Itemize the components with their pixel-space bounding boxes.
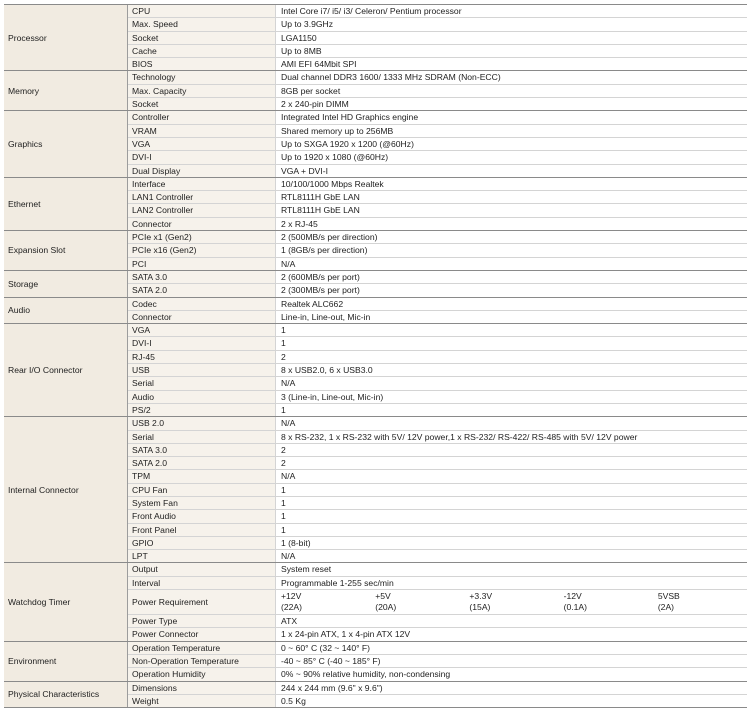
spec-value: N/A <box>281 551 296 562</box>
spec-rows <box>128 682 747 708</box>
spec-rows <box>128 111 747 176</box>
spec-rows <box>128 417 747 562</box>
spec-value: VGA + DVI-I <box>281 165 329 176</box>
spec-label: CPU <box>128 5 276 17</box>
category-label: Processor <box>4 5 128 70</box>
spec-label: USB 2.0 <box>128 417 276 429</box>
spec-label: PCIe x16 (Gen2) <box>128 244 276 256</box>
spec-row <box>128 523 747 536</box>
spec-section <box>4 230 747 270</box>
spec-row <box>128 324 747 336</box>
spec-label: Connector <box>128 218 276 230</box>
spec-label: Serial <box>128 377 276 389</box>
spec-table <box>4 4 747 708</box>
power-rail <box>464 591 558 613</box>
spec-row <box>128 417 747 429</box>
spec-row <box>128 667 747 680</box>
spec-label: LAN1 Controller <box>128 191 276 203</box>
spec-label: DVI-I <box>128 151 276 163</box>
spec-label: Dual Display <box>128 165 276 177</box>
spec-value: 10/100/1000 Mbps Realtek <box>281 178 384 189</box>
spec-section <box>4 681 747 708</box>
spec-value: Shared memory up to 256MB <box>281 125 394 136</box>
spec-value: 8 x RS-232, 1 x RS-232 with 5V/ 12V power,1 x RS-232/ RS-422/ RS-485 with 5V/ 12V power <box>281 431 638 442</box>
spec-value: 1 (8GB/s per direction) <box>281 245 368 256</box>
spec-row <box>128 5 747 17</box>
spec-label: Max. Speed <box>128 18 276 30</box>
spec-section <box>4 416 747 562</box>
category-label: Environment <box>4 642 128 681</box>
spec-row <box>128 44 747 57</box>
spec-value: 2 <box>281 458 286 469</box>
spec-value: -40 ~ 85° C (-40 ~ 185° F) <box>281 655 381 666</box>
spec-row <box>128 71 747 83</box>
spec-row <box>128 271 747 283</box>
spec-label: Power Connector <box>128 628 276 640</box>
power-voltage: 5VSB <box>657 591 680 602</box>
spec-row <box>128 164 747 177</box>
spec-label: GPIO <box>128 537 276 549</box>
spec-value: 2 x 240-pin DIMM <box>281 99 349 110</box>
spec-value: 1 <box>281 404 286 415</box>
spec-value: 1 <box>281 511 286 522</box>
spec-label: LAN2 Controller <box>128 204 276 216</box>
spec-section <box>4 323 747 416</box>
spec-rows <box>128 324 747 416</box>
spec-label: Power Requirement <box>128 590 276 614</box>
spec-value: System reset <box>281 564 332 575</box>
spec-row <box>128 283 747 296</box>
power-voltage: +5V <box>375 591 391 602</box>
category-label: Ethernet <box>4 178 128 230</box>
spec-label: SATA 2.0 <box>128 457 276 469</box>
spec-row <box>128 682 747 694</box>
spec-value: Dual channel DDR3 1600/ 1333 MHz SDRAM (Non-ECC) <box>281 72 501 83</box>
spec-value: 1 (8-bit) <box>281 537 311 548</box>
spec-row <box>128 549 747 562</box>
spec-value: 244 x 244 mm (9.6" x 9.6") <box>281 682 383 693</box>
spec-label: Codec <box>128 298 276 310</box>
spec-value: Line-in, Line-out, Mic-in <box>281 311 371 322</box>
spec-section <box>4 177 747 230</box>
spec-row <box>128 363 747 376</box>
spec-label: Front Audio <box>128 510 276 522</box>
spec-row <box>128 203 747 216</box>
spec-label: SATA 3.0 <box>128 444 276 456</box>
spec-row <box>128 563 747 575</box>
spec-label: PS/2 <box>128 404 276 416</box>
power-voltage: +3.3V <box>469 591 493 602</box>
spec-value: Programmable 1-255 sec/min <box>281 577 394 588</box>
spec-row <box>128 376 747 389</box>
category-label: Rear I/O Connector <box>4 324 128 416</box>
spec-value: RTL8111H GbE LAN <box>281 205 360 216</box>
spec-label: Operation Humidity <box>128 668 276 680</box>
spec-label: DVI-I <box>128 337 276 349</box>
category-label: Audio <box>4 298 128 324</box>
spec-value: Integrated Intel HD Graphics engine <box>281 112 419 123</box>
spec-value: 2 <box>281 444 286 455</box>
spec-label: Audio <box>128 391 276 403</box>
spec-row <box>128 456 747 469</box>
spec-label: Connector <box>128 311 276 323</box>
spec-label: Socket <box>128 98 276 110</box>
spec-label: Serial <box>128 431 276 443</box>
spec-section <box>4 297 747 324</box>
spec-section <box>4 4 747 70</box>
spec-row <box>128 614 747 627</box>
spec-row <box>128 231 747 243</box>
spec-value: LGA1150 <box>281 32 317 43</box>
spec-row <box>128 17 747 30</box>
spec-value: 1 x 24-pin ATX, 1 x 4-pin ATX 12V <box>281 629 411 640</box>
spec-value: Intel Core i7/ i5/ i3/ Celeron/ Pentium processor <box>281 6 462 16</box>
spec-value: 2 (600MB/s per port) <box>281 271 360 282</box>
spec-row <box>128 496 747 509</box>
spec-value: 1 <box>281 524 286 535</box>
spec-label: Operation Temperature <box>128 642 276 654</box>
category-label: Watchdog Timer <box>4 563 128 640</box>
power-voltage: +12V <box>281 591 302 602</box>
spec-value: N/A <box>281 418 296 429</box>
spec-value: AMI EFI 64Mbit SPI <box>281 59 357 70</box>
spec-row <box>128 178 747 190</box>
category-label: Expansion Slot <box>4 231 128 270</box>
spec-value: 2 x RJ-45 <box>281 218 318 229</box>
power-voltage: -12V <box>563 591 582 602</box>
spec-value: 3 (Line-in, Line-out, Mic-in) <box>281 391 384 402</box>
spec-value: 0 ~ 60° C (32 ~ 140° F) <box>281 642 371 653</box>
spec-rows <box>128 5 747 70</box>
spec-label: RJ-45 <box>128 351 276 363</box>
spec-row <box>128 336 747 349</box>
spec-label: Socket <box>128 32 276 44</box>
spec-section <box>4 641 747 681</box>
spec-row <box>128 84 747 97</box>
spec-value: 2 (500MB/s per direction) <box>281 232 378 243</box>
spec-label: TPM <box>128 470 276 482</box>
spec-row <box>128 190 747 203</box>
spec-row <box>128 111 747 123</box>
spec-label: SATA 3.0 <box>128 271 276 283</box>
spec-value: 8 x USB2.0, 6 x USB3.0 <box>281 365 373 376</box>
spec-value: 0.5 Kg <box>281 695 306 706</box>
spec-value: 2 (300MB/s per port) <box>281 285 360 296</box>
spec-label: USB <box>128 364 276 376</box>
spec-row <box>128 137 747 150</box>
spec-label: Cache <box>128 45 276 57</box>
spec-row <box>128 57 747 70</box>
spec-row <box>128 403 747 416</box>
power-requirement-values <box>276 591 747 613</box>
spec-row <box>128 310 747 323</box>
spec-row <box>128 483 747 496</box>
category-label: Physical Characteristics <box>4 682 128 708</box>
spec-row <box>128 536 747 549</box>
spec-section <box>4 270 747 297</box>
spec-row <box>128 350 747 363</box>
spec-row <box>128 124 747 137</box>
spec-value: Up to 1920 x 1080 (@60Hz) <box>281 152 389 163</box>
spec-value: Realtek ALC662 <box>281 298 344 309</box>
spec-row <box>128 257 747 270</box>
spec-value: N/A <box>281 378 296 389</box>
spec-row <box>128 390 747 403</box>
power-rail <box>559 591 653 613</box>
spec-row <box>128 150 747 163</box>
spec-rows <box>128 563 747 640</box>
spec-value: N/A <box>281 258 296 269</box>
power-current: (0.1A) <box>563 602 588 613</box>
spec-label: PCI <box>128 258 276 270</box>
spec-row <box>128 97 747 110</box>
spec-row <box>128 443 747 456</box>
spec-section <box>4 70 747 110</box>
spec-rows <box>128 231 747 270</box>
spec-value: 1 <box>281 325 286 336</box>
spec-rows <box>128 642 747 681</box>
spec-value: Up to 3.9GHz <box>281 19 334 30</box>
spec-value: ATX <box>281 616 298 627</box>
spec-value: 8GB per socket <box>281 85 341 96</box>
spec-row <box>128 298 747 310</box>
spec-label: BIOS <box>128 58 276 70</box>
spec-rows <box>128 298 747 324</box>
spec-label: PCIe x1 (Gen2) <box>128 231 276 243</box>
spec-rows <box>128 71 747 110</box>
spec-row <box>128 627 747 640</box>
spec-section <box>4 110 747 176</box>
spec-row <box>128 654 747 667</box>
spec-label: VGA <box>128 138 276 150</box>
spec-label: Controller <box>128 111 276 123</box>
spec-row <box>128 243 747 256</box>
spec-label: Dimensions <box>128 682 276 694</box>
category-label: Internal Connector <box>4 417 128 562</box>
power-current: (22A) <box>281 602 303 613</box>
spec-label: VRAM <box>128 125 276 137</box>
spec-value: N/A <box>281 471 296 482</box>
spec-label: Weight <box>128 695 276 707</box>
spec-label: SATA 2.0 <box>128 284 276 296</box>
spec-row <box>128 642 747 654</box>
spec-label: Non-Operation Temperature <box>128 655 276 667</box>
spec-label: LPT <box>128 550 276 562</box>
spec-label: System Fan <box>128 497 276 509</box>
spec-label: Output <box>128 563 276 575</box>
spec-value: 1 <box>281 497 286 508</box>
spec-row <box>128 217 747 230</box>
spec-label: CPU Fan <box>128 484 276 496</box>
spec-label: Power Type <box>128 615 276 627</box>
spec-value: 1 <box>281 484 286 495</box>
spec-rows <box>128 271 747 297</box>
power-current: (2A) <box>657 602 675 613</box>
category-label: Memory <box>4 71 128 110</box>
spec-row <box>128 31 747 44</box>
spec-label: Interval <box>128 577 276 589</box>
spec-section <box>4 562 747 640</box>
power-current: (20A) <box>375 602 397 613</box>
spec-row <box>128 589 747 614</box>
spec-label: VGA <box>128 324 276 336</box>
spec-label: Technology <box>128 71 276 83</box>
spec-row <box>128 469 747 482</box>
power-rail <box>370 591 464 613</box>
power-rail <box>276 591 370 613</box>
spec-label: Max. Capacity <box>128 85 276 97</box>
spec-label: Front Panel <box>128 524 276 536</box>
spec-value: Up to 8MB <box>281 45 322 56</box>
category-label: Storage <box>4 271 128 297</box>
spec-label: Interface <box>128 178 276 190</box>
spec-row <box>128 576 747 589</box>
spec-value: 0% ~ 90% relative humidity, non-condensing <box>281 669 451 680</box>
spec-row <box>128 509 747 522</box>
spec-row <box>128 430 747 443</box>
spec-value: 2 <box>281 351 286 362</box>
spec-row <box>128 694 747 707</box>
power-rail <box>653 591 747 613</box>
spec-value: RTL8111H GbE LAN <box>281 192 360 203</box>
category-label: Graphics <box>4 111 128 176</box>
spec-rows <box>128 178 747 230</box>
power-current: (15A) <box>469 602 491 613</box>
spec-value: Up to SXGA 1920 x 1200 (@60Hz) <box>281 138 414 149</box>
spec-value: 1 <box>281 338 286 349</box>
